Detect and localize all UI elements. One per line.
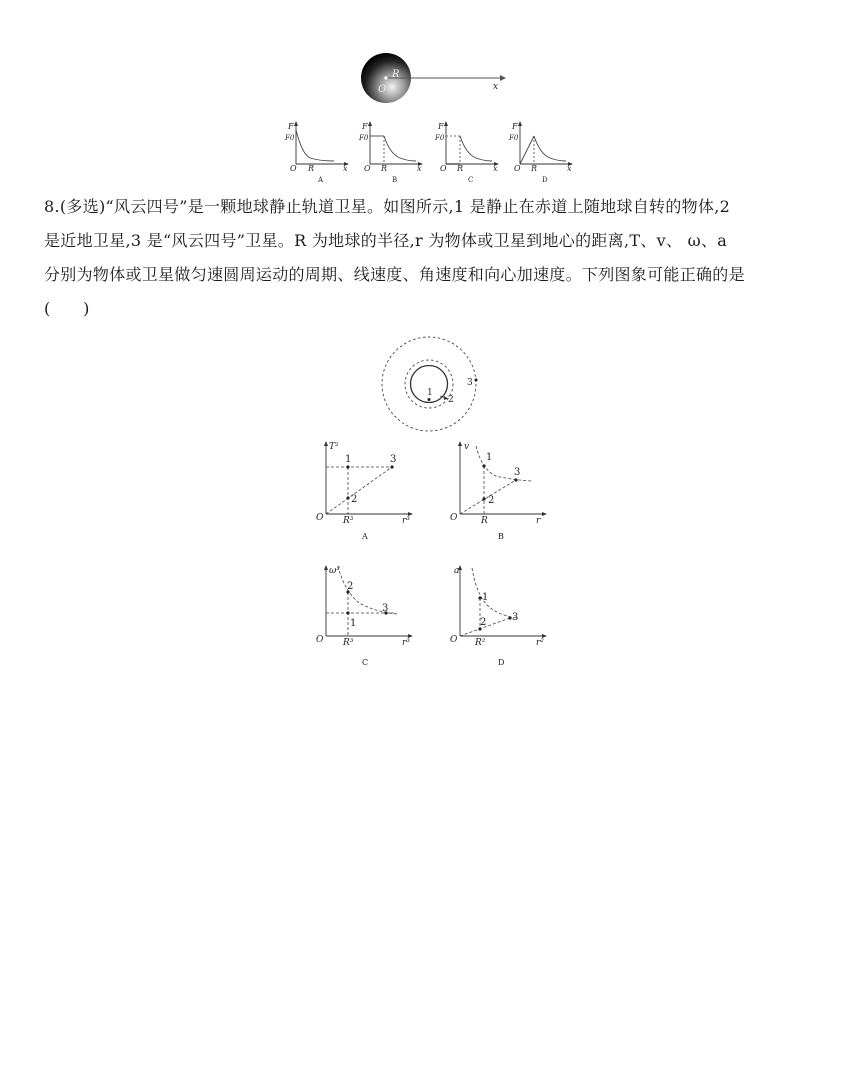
option-label-c: C bbox=[468, 176, 474, 184]
option-label-d: D bbox=[542, 176, 548, 184]
graph-a-label: A bbox=[362, 532, 368, 541]
x-axis-label: x bbox=[493, 82, 499, 92]
graph-c-x-mark: R³ bbox=[343, 638, 354, 648]
graph-c bbox=[312, 562, 422, 670]
question-text bbox=[44, 190, 834, 326]
sphere-radius-label: R bbox=[392, 69, 400, 80]
graph-a-y-axis: T² bbox=[329, 442, 339, 452]
svg-text:R: R bbox=[381, 164, 388, 173]
svg-text:O: O bbox=[290, 164, 297, 173]
force-graph-b bbox=[358, 120, 428, 184]
sphere-origin-label: O bbox=[378, 84, 387, 95]
graph-a-x-mark: R³ bbox=[343, 516, 354, 526]
option-label-a: A bbox=[318, 176, 324, 184]
force-graph-c bbox=[434, 120, 504, 184]
svg-text:2: 2 bbox=[488, 495, 495, 506]
option-label-b: B bbox=[392, 176, 398, 184]
orbit-label-1: 1 bbox=[427, 388, 433, 398]
svg-text:2: 2 bbox=[351, 494, 358, 505]
svg-text:1: 1 bbox=[486, 452, 493, 463]
graph-c-label: C bbox=[362, 658, 369, 667]
svg-text:F: F bbox=[362, 122, 368, 131]
graph-d-label: D bbox=[498, 658, 505, 667]
orbit-label-2: 2 bbox=[448, 395, 454, 405]
graph-b-origin: O bbox=[450, 513, 458, 523]
svg-text:F0: F0 bbox=[359, 134, 369, 142]
graph-a bbox=[312, 438, 422, 542]
svg-text:3: 3 bbox=[514, 467, 521, 478]
sphere-figure bbox=[350, 48, 510, 112]
svg-text:O: O bbox=[440, 164, 447, 173]
graph-c-origin: O bbox=[316, 635, 324, 645]
svg-text:2: 2 bbox=[347, 581, 354, 592]
graph-a-x-axis: r³ bbox=[402, 516, 410, 526]
graph-d-x-mark: R² bbox=[475, 638, 486, 648]
graph-b-label: B bbox=[498, 532, 504, 541]
geostationary-orbit bbox=[382, 337, 476, 431]
svg-text:1: 1 bbox=[345, 454, 352, 465]
graph-d bbox=[446, 562, 556, 670]
svg-text:1: 1 bbox=[482, 592, 489, 603]
graph-a-origin: O bbox=[316, 513, 324, 523]
svg-text:3: 3 bbox=[512, 612, 519, 623]
graph-d-origin: O bbox=[450, 635, 458, 645]
svg-text:O: O bbox=[364, 164, 371, 173]
graph-b-y-axis: v bbox=[464, 442, 470, 452]
graph-b-x-mark: R bbox=[481, 516, 488, 526]
svg-text:x: x bbox=[343, 164, 348, 173]
question-line-1: 8.(多选)“风云四号”是一颗地球静止轨道卫星。如图所示,1 是静止在赤道上随地球自转的物体,2 bbox=[44, 197, 731, 216]
force-graph-a bbox=[284, 120, 354, 184]
svg-text:3: 3 bbox=[390, 454, 397, 465]
svg-text:F: F bbox=[288, 122, 294, 131]
graph-c-x-axis: r³ bbox=[402, 638, 410, 648]
svg-text:1: 1 bbox=[350, 618, 357, 629]
svg-text:R: R bbox=[308, 164, 315, 173]
svg-text:x: x bbox=[417, 164, 422, 173]
orbit-diagram bbox=[376, 334, 492, 434]
svg-text:2: 2 bbox=[480, 617, 487, 628]
svg-text:x: x bbox=[493, 164, 498, 173]
svg-text:x: x bbox=[567, 164, 572, 173]
svg-text:R: R bbox=[457, 164, 464, 173]
svg-text:F0: F0 bbox=[509, 134, 519, 142]
graph-c-y-axis: ω² bbox=[329, 566, 340, 576]
graph-d-y-axis: a bbox=[454, 566, 460, 576]
question-line-4: ( ) bbox=[44, 299, 90, 318]
svg-text:F: F bbox=[438, 122, 444, 131]
question-line-3: 分别为物体或卫星做匀速圆周运动的周期、线速度、角速度和向心加速度。下列图象可能正确的是 bbox=[44, 265, 745, 284]
svg-text:F: F bbox=[512, 122, 518, 131]
graph-b bbox=[446, 438, 556, 542]
orbit-label-3: 3 bbox=[467, 378, 473, 388]
svg-text:F0: F0 bbox=[435, 134, 445, 142]
graph-b-x-axis: r bbox=[536, 516, 541, 526]
graph-d-x-axis: r² bbox=[536, 638, 544, 648]
svg-text:O: O bbox=[514, 164, 521, 173]
svg-text:F0: F0 bbox=[285, 134, 295, 142]
svg-text:3: 3 bbox=[382, 603, 389, 614]
svg-text:R: R bbox=[531, 164, 538, 173]
question-line-2: 是近地卫星,3 是“风云四号”卫星。R 为地球的半径,r 为物体或卫星到地心的距离,T、v、 ω、a bbox=[44, 231, 728, 250]
force-graph-d bbox=[508, 120, 578, 184]
